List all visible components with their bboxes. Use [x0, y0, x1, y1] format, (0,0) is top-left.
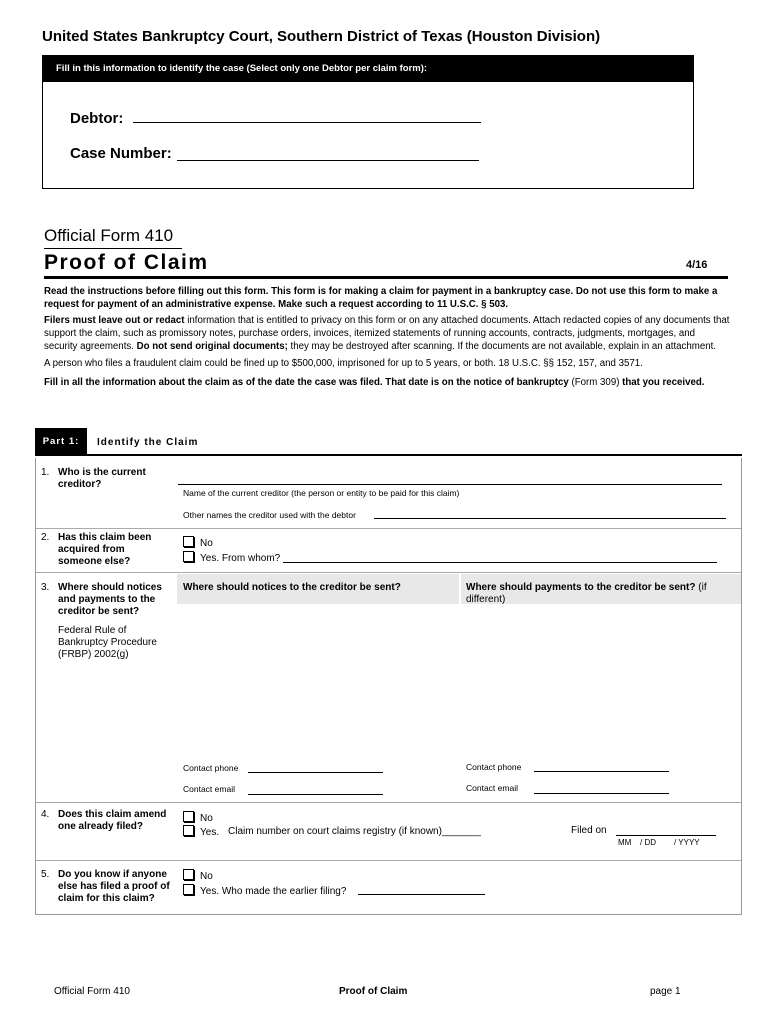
q4-question: Does this claim amend one already filed? [58, 809, 167, 832]
part-1-title: Identify the Claim [97, 437, 199, 448]
q5-question: Do you know if anyone else has filed a proof of claim for this claim? [58, 869, 170, 904]
notices-heading: Where should notices to the creditor be sent? [183, 582, 401, 593]
footer-page-number: page 1 [650, 986, 681, 997]
payments-heading [466, 582, 734, 606]
q5-option-no[interactable] [183, 869, 213, 882]
fill-bold: Fill in all the information about the claim as of the date the case was filed. That date is on the notice of bankruptcy [44, 377, 569, 388]
payments-contact-phone-field[interactable] [534, 771, 669, 772]
q2-number: 2. [41, 532, 50, 543]
q3-question: Where should notices and payments to the creditor be sent? [58, 582, 162, 617]
form-title: Proof of Claim [44, 251, 209, 274]
q5-option-yes[interactable] [183, 884, 346, 897]
other-names-field[interactable] [374, 518, 726, 519]
instruction-redact [44, 314, 730, 353]
debtor-field[interactable] [133, 122, 481, 123]
q3-number: 3. [41, 582, 50, 593]
filed-on-date-field[interactable] [616, 835, 716, 836]
instruction-fill [44, 376, 730, 389]
row-divider [36, 528, 741, 529]
case-identification-box [42, 55, 694, 189]
notices-contact-phone-field[interactable] [248, 772, 383, 773]
identify-claim-table [35, 458, 742, 915]
q4-option-yes[interactable] [183, 825, 219, 838]
case-number-field[interactable] [177, 160, 479, 161]
q4-no-label: No [200, 813, 213, 824]
filed-on-label: Filed on [571, 825, 607, 836]
q4-option-no[interactable] [183, 811, 213, 824]
court-title: United States Bankruptcy Court, Southern District of Texas (Houston Division) [42, 28, 601, 45]
title-divider [44, 276, 728, 279]
q5-number: 5. [41, 869, 50, 880]
row-divider [36, 572, 741, 573]
footer-form-number: Official Form 410 [54, 986, 130, 997]
q2-no-label: No [200, 538, 213, 549]
q1-number: 1. [41, 467, 50, 478]
form-version: 4/16 [686, 259, 708, 271]
q2-question: Has this claim been acquired from someone else? [58, 532, 152, 567]
acquired-from-field[interactable] [283, 562, 717, 563]
q4-yes-label: Yes. [200, 827, 220, 838]
checkbox-icon[interactable] [183, 884, 194, 895]
row-divider [36, 860, 741, 861]
case-box-instruction: Fill in this information to identify the case (Select only one Debtor per claim form): [43, 56, 693, 82]
checkbox-icon[interactable] [183, 536, 194, 547]
q5-no-label: No [200, 871, 213, 882]
frbp-reference: Federal Rule of Bankruptcy Procedure (FRBP) 2002(g) [58, 625, 157, 660]
checkbox-icon[interactable] [183, 811, 194, 822]
fill-form-ref: (Form 309) [568, 377, 623, 388]
checkbox-icon[interactable] [183, 551, 194, 562]
redact-text-a: information that is entitled to privacy on this form or on any attached documents. Attach redacted copies of any documents that support the claim, such as promissory notes, purchase orders, invoices, itemized statements of running accounts, contracts, judgments, mortgages, and security agreements. [44, 315, 730, 352]
redact-text-b: they may be destroyed after scanning. If the documents are not available, explain in an attachment. [287, 341, 716, 352]
date-year-hint: / YYYY [674, 838, 700, 847]
creditor-name-field[interactable] [178, 484, 722, 485]
payments-contact-phone-label: Contact phone [466, 762, 522, 772]
footer-form-title: Proof of Claim [339, 986, 408, 997]
instruction-read: Read the instructions before filling out this form. This form is for making a claim for payment in a bankruptcy case. Do not use this form to make a request for payment of an administrative expense. Make such a request according to 11 U.S.C. § 503. [44, 286, 718, 310]
form-number: Official Form 410 [44, 226, 182, 249]
date-month-hint: MM [618, 838, 632, 847]
creditor-name-hint: Name of the current creditor (the person or entity to be paid for this claim) [183, 488, 460, 498]
part-1-header [35, 428, 742, 456]
notices-contact-phone-label: Contact phone [183, 763, 239, 773]
checkbox-icon[interactable] [183, 869, 194, 880]
redact-bold-2: Do not send original documents; [136, 341, 288, 352]
instruction-fraud: A person who files a fraudulent claim could be fined up to $500,000, imprisoned for up to 5 years, or both. 18 U.S.C. §§ 152, 157, and 3571. [44, 358, 643, 369]
part-1-tag: Part 1: [35, 428, 87, 456]
instructions [44, 285, 730, 389]
q4-number: 4. [41, 809, 50, 820]
checkbox-icon[interactable] [183, 825, 194, 836]
q2-option-yes[interactable] [183, 551, 280, 564]
payments-heading-note: (if different) [466, 582, 707, 605]
notices-contact-email-label: Contact email [183, 784, 235, 794]
payments-heading-bold: Where should payments to the creditor be sent? [466, 582, 696, 593]
debtor-label: Debtor: [70, 110, 124, 127]
earlier-filer-field[interactable] [358, 894, 485, 895]
redact-bold: Filers must leave out or redact [44, 315, 185, 326]
notices-contact-email-field[interactable] [248, 794, 383, 795]
payments-contact-email-field[interactable] [534, 793, 669, 794]
payments-contact-email-label: Contact email [466, 783, 518, 793]
fill-bold-2: that you received. [622, 377, 705, 388]
case-number-label: Case Number: [70, 145, 172, 162]
q2-yes-label: Yes. From whom? [200, 553, 281, 564]
q2-option-no[interactable] [183, 536, 213, 549]
other-names-label: Other names the creditor used with the debtor [183, 510, 356, 520]
q5-yes-label: Yes. Who made the earlier filing? [200, 886, 347, 897]
date-day-hint: / DD [640, 838, 656, 847]
claim-number-label: Claim number on court claims registry (if known)_______ [228, 826, 481, 837]
q1-question: Who is the current creditor? [58, 467, 146, 490]
row-divider [36, 802, 741, 803]
